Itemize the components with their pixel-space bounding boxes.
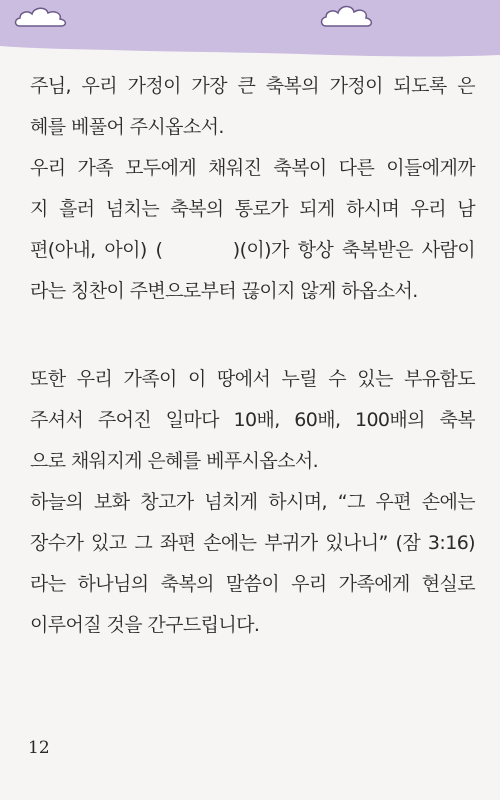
text-line: 라는 하나님의 축복의 말씀이 우리 가족에게 현실로 [30,573,475,595]
text-line: 주셔서 주어진 일마다 10배, 60배, 100배의 축복 [30,409,475,431]
header-wave [0,0,500,75]
text-line: 으로 채워지게 은혜를 베푸시옵소서. [30,450,319,472]
text-line: 우리 가족 모두에게 채워진 축복이 다른 이들에게까 [30,157,475,179]
text-line: 이루어질 것을 간구드립니다. [30,614,260,636]
cloud-icon [318,2,376,30]
text-line: 지 흘러 넘치는 축복의 통로가 되게 하시며 우리 남 [30,198,475,220]
paragraph-2 [30,359,475,646]
cloud-icon [12,4,70,30]
text-line: 라는 칭찬이 주변으로부터 끊이지 않게 하옵소서. [30,280,418,302]
text-line: 혜를 베풀어 주시옵소서. [30,116,224,138]
page-number: 12 [28,738,50,758]
text-line: 하늘의 보화 창고가 넘치게 하시며, “그 우편 손에는 [30,491,475,513]
text-line: 또한 우리 가족이 이 땅에서 누릴 수 있는 부유함도 [30,368,475,390]
paragraph-1 [30,66,475,312]
text-line: 장수가 있고 그 좌편 손에는 부귀가 있나니” (잠 3:16) [30,532,475,554]
header-band [0,0,500,75]
text-line: 편(아내, 아이) ( )(이)가 항상 축복받은 사람이 [30,239,475,261]
text-line: 주님, 우리 가정이 가장 큰 축복의 가정이 되도록 은 [30,75,475,97]
